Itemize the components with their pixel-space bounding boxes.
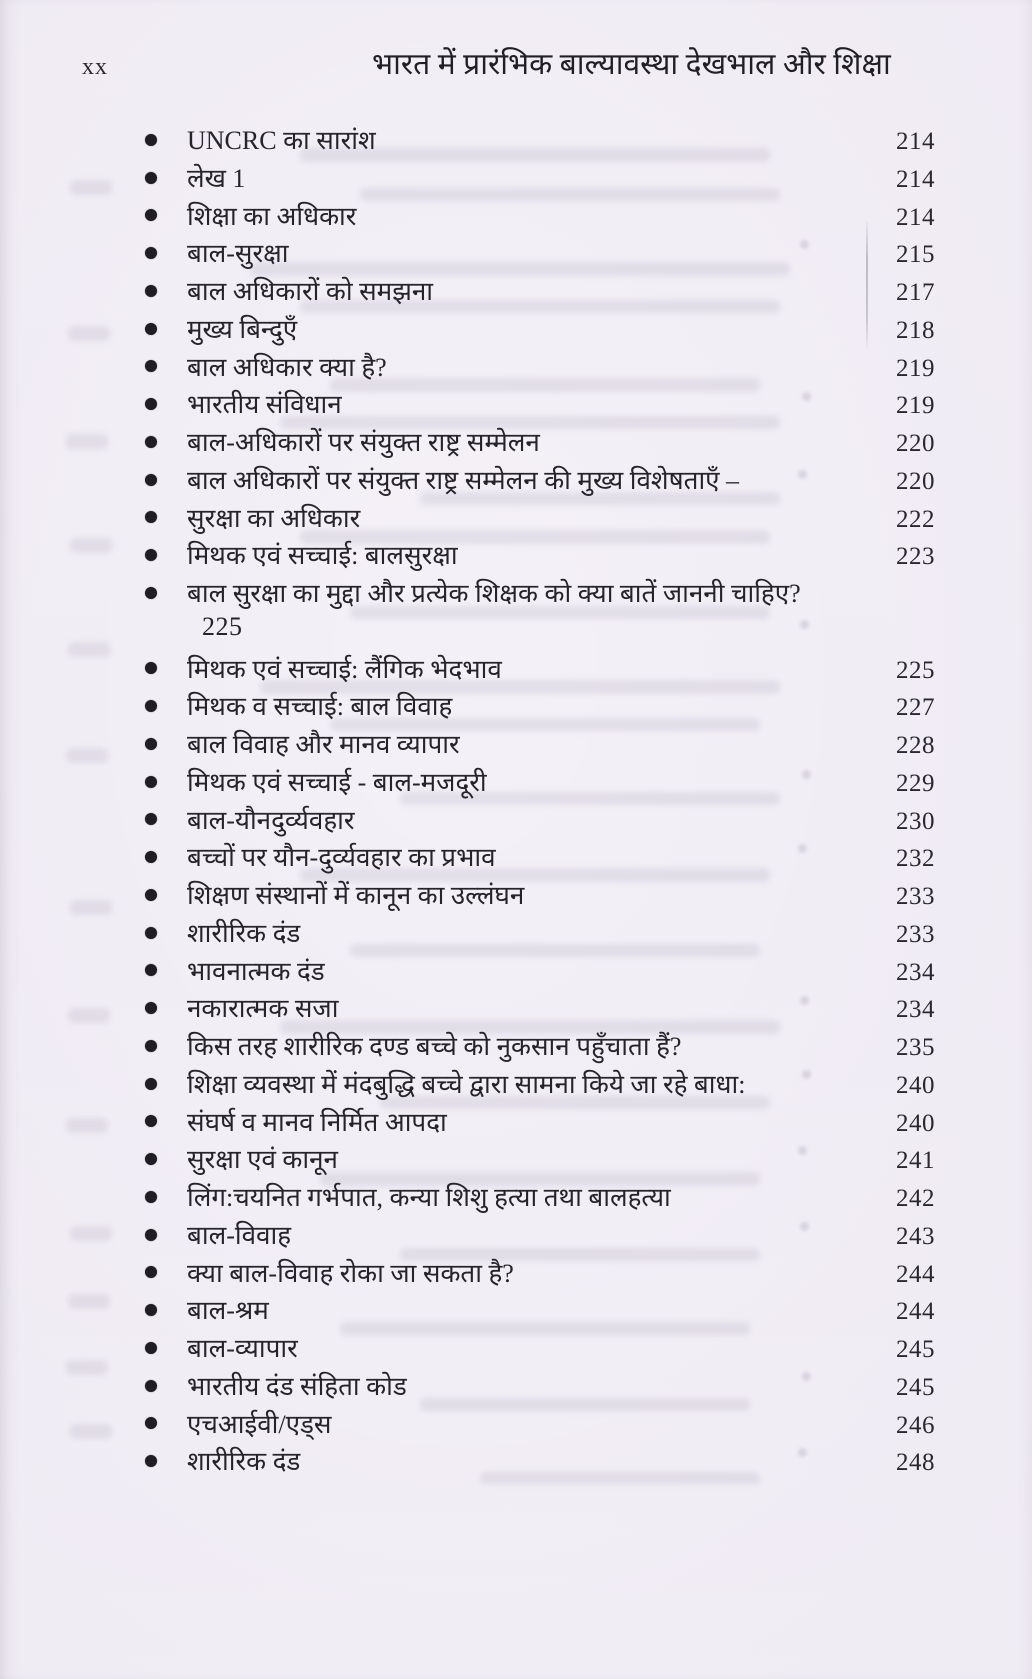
toc-entry-label: सुरक्षा एवं कानून [187, 1145, 338, 1175]
bullet-icon [145, 1115, 157, 1127]
toc-entry-page: 230 [896, 807, 935, 835]
toc-entry-page: 229 [896, 769, 935, 797]
show-through-margin-number [70, 900, 112, 915]
toc-entry-label: बाल अधिकार क्या है? [187, 352, 387, 382]
toc-entry-page: 223 [896, 543, 935, 571]
toc-entry-label: बच्चों पर यौन-दुर्व्यवहार का प्रभाव [187, 843, 496, 873]
show-through-margin-number [66, 434, 108, 449]
toc-entry-label: बाल अधिकारों को समझना [187, 277, 434, 306]
toc-entry-page: 235 [896, 1034, 935, 1061]
bullet-icon [145, 398, 157, 410]
toc-entry-page: 218 [896, 316, 935, 344]
show-through-margin-number [70, 180, 112, 195]
show-through-margin-number [66, 1360, 108, 1375]
toc-entry-page: 225 [202, 611, 243, 641]
toc-entry [145, 801, 935, 839]
toc-entry-page: 244 [896, 1298, 935, 1326]
toc-entry [145, 1178, 935, 1216]
toc-entry-label: शारीरिक दंड [187, 918, 301, 948]
show-through-margin-number [68, 326, 110, 341]
bullet-icon [145, 738, 157, 750]
bullet-icon [145, 964, 157, 976]
toc-entry-label: UNCRC का सारांश [187, 126, 376, 155]
toc-entry-label: शिक्षा का अधिकार [187, 201, 357, 231]
toc-entry-label: मिथक एवं सच्चाई - बाल-मजदूरी [187, 767, 487, 797]
toc-entry-label: लेख 1 [187, 163, 246, 193]
bullet-icon [145, 662, 157, 674]
toc-entry [145, 725, 935, 763]
bullet-icon [145, 209, 157, 221]
toc-entry-label: बाल विवाह और मानव व्यापार [187, 730, 460, 759]
toc-entry-page: 228 [896, 732, 935, 759]
toc-entry-page: 241 [896, 1147, 935, 1175]
toc-entry-label: बाल-विवाह [187, 1220, 292, 1250]
toc-entry [145, 1027, 935, 1065]
toc-entry [145, 310, 935, 348]
toc-entry-label: मिथक एवं सच्चाई: बालसुरक्षा [187, 541, 458, 571]
toc-entry [145, 499, 935, 537]
toc-entry [145, 272, 935, 310]
toc-entry-page: 248 [896, 1449, 935, 1477]
bullet-icon [145, 360, 157, 372]
page-folio: xx [82, 54, 108, 80]
toc-entry [145, 423, 935, 461]
toc-entry-page: 233 [896, 883, 935, 910]
toc-entry [145, 536, 935, 574]
toc-entry [145, 461, 935, 499]
bullet-icon [145, 1417, 157, 1429]
bullet-icon [145, 1342, 157, 1354]
show-through-margin-number [70, 1424, 112, 1439]
running-header: भारत में प्रारंभिक बाल्यावस्था देखभाल और शिक्षा [372, 48, 891, 81]
toc-entry [145, 763, 935, 801]
toc-entry-page: 234 [896, 958, 935, 986]
toc-entry-page: 242 [896, 1185, 935, 1212]
toc-entry-page: 240 [896, 1071, 935, 1099]
bullet-icon [145, 700, 157, 712]
toc-entry-label: एचआईवी/एड्स [187, 1409, 332, 1439]
toc-entry [145, 1216, 935, 1254]
toc-entry [145, 914, 935, 952]
toc-entry-page: 234 [896, 996, 935, 1024]
toc-entry-label: नकारात्मक सजा [187, 994, 339, 1024]
toc-entry-wrapped-page-row [145, 612, 935, 650]
toc-entry-page: 246 [896, 1411, 935, 1439]
toc-entry-label: शिक्षण संस्थानों में कानून का उल्लंघन [187, 881, 525, 910]
toc-entry-page: 217 [896, 279, 935, 306]
toc-entry [145, 1367, 935, 1405]
toc-entry [145, 1103, 935, 1141]
toc-entry-label: क्या बाल-विवाह रोका जा सकता है? [187, 1258, 514, 1288]
bullet-icon [145, 474, 157, 486]
toc-entry [145, 574, 935, 612]
bullet-icon [145, 1191, 157, 1203]
toc-entry-label: बाल सुरक्षा का मुद्दा और प्रत्येक शिक्षक को क्या बातें जाननी चाहिए? [187, 579, 801, 608]
toc-entry-label: भावनात्मक दंड [187, 956, 325, 986]
toc-entry-label: बाल अधिकारों पर संयुक्त राष्ट्र सम्मेलन की मुख्य विशेषताएँ – [187, 465, 740, 495]
toc-entry [145, 952, 935, 990]
bullet-icon [145, 851, 157, 863]
toc-entry-label: मुख्य बिन्दुएँ [187, 314, 298, 344]
bullet-icon [145, 549, 157, 561]
toc-entry [145, 1291, 935, 1329]
toc-entry-label: मिथक एवं सच्चाई: लैंगिक भेदभाव [187, 654, 502, 684]
toc-entry [145, 1442, 935, 1480]
toc-entry-label: सुरक्षा का अधिकार [187, 503, 361, 533]
bullet-icon [145, 1153, 157, 1165]
toc-entry-page: 214 [896, 165, 935, 193]
bullet-icon [145, 1304, 157, 1316]
toc-entry-label: मिथक व सच्चाई: बाल विवाह [187, 692, 453, 722]
toc-entry [145, 876, 935, 914]
show-through-margin-number [66, 1118, 108, 1133]
toc-entry-page: 220 [896, 430, 935, 457]
toc-entry [145, 385, 935, 423]
toc-entry-page: 220 [896, 467, 935, 495]
bullet-icon [145, 247, 157, 259]
toc-entry-label: शारीरिक दंड [187, 1447, 301, 1477]
toc-entry [145, 1405, 935, 1443]
toc-entry-label: शिक्षा व्यवस्था में मंदबुद्धि बच्चे द्वारा सामना किये जा रहे बाधा: [187, 1069, 746, 1099]
toc-entry-label: भारतीय दंड संहिता कोड [187, 1371, 407, 1401]
bullet-icon [145, 1078, 157, 1090]
toc-entry-label: बाल-व्यापार [187, 1334, 298, 1363]
toc-entry [145, 1329, 935, 1367]
toc-entry-page: 219 [896, 354, 935, 382]
toc-entry [145, 159, 935, 197]
toc-entry-page: 243 [896, 1222, 935, 1250]
bullet-icon [145, 436, 157, 448]
bullet-icon [145, 511, 157, 523]
table-of-contents [145, 121, 935, 1480]
toc-entry-page: 219 [896, 392, 935, 420]
toc-entry-page: 214 [896, 128, 935, 155]
toc-entry-label: बाल-यौनदुर्व्यवहार [187, 805, 355, 835]
bullet-icon [145, 285, 157, 297]
bullet-icon [145, 1040, 157, 1052]
toc-entry-page: 225 [896, 656, 935, 684]
bullet-icon [145, 1455, 157, 1467]
bullet-icon [145, 1002, 157, 1014]
toc-entry [145, 687, 935, 725]
bullet-icon [145, 587, 157, 599]
bullet-icon [145, 1380, 157, 1392]
bullet-icon [145, 813, 157, 825]
toc-entry [145, 234, 935, 272]
toc-entry-label: लिंग:चयनित गर्भपात, कन्या शिशु हत्या तथा बालहत्या [187, 1183, 671, 1212]
bullet-icon [145, 1229, 157, 1241]
bullet-icon [145, 889, 157, 901]
toc-entry [145, 1065, 935, 1103]
toc-entry [145, 1254, 935, 1292]
show-through-margin-number [68, 1008, 110, 1023]
toc-entry-page: 215 [896, 241, 935, 269]
toc-entry-page: 227 [896, 694, 935, 722]
toc-entry-label: बाल-सुरक्षा [187, 239, 289, 269]
toc-entry [145, 1140, 935, 1178]
bullet-icon [145, 323, 157, 335]
toc-entry-label: किस तरह शारीरिक दण्ड बच्चे को नुकसान पहुँचाता हैं? [187, 1032, 682, 1061]
bullet-icon [145, 776, 157, 788]
toc-entry-page: 244 [896, 1260, 935, 1288]
toc-entry-page: 232 [896, 845, 935, 873]
toc-entry [145, 650, 935, 688]
toc-entry-label: संघर्ष व मानव निर्मित आपदा [187, 1107, 447, 1137]
toc-entry-page: 233 [896, 920, 935, 948]
toc-entry-page: 245 [896, 1373, 935, 1401]
toc-entry [145, 348, 935, 386]
show-through-margin-number [68, 1294, 110, 1309]
show-through-margin-number [68, 642, 110, 657]
toc-entry-page: 214 [896, 203, 935, 231]
bullet-icon [145, 927, 157, 939]
bullet-icon [145, 172, 157, 184]
show-through-margin-number [66, 748, 108, 763]
toc-entry-label: बाल-अधिकारों पर संयुक्त राष्ट्र सम्मेलन [187, 428, 540, 457]
toc-entry-page: 222 [896, 505, 935, 533]
toc-entry [145, 838, 935, 876]
toc-entry [145, 121, 935, 159]
bullet-icon [145, 134, 157, 146]
show-through-margin-number [70, 538, 112, 553]
bullet-icon [145, 1266, 157, 1278]
show-through-margin-number [70, 1226, 112, 1241]
toc-entry-page: 240 [896, 1109, 935, 1137]
toc-entry-label: बाल-श्रम [187, 1296, 269, 1326]
toc-entry [145, 197, 935, 235]
toc-entry-page: 245 [896, 1336, 935, 1363]
toc-entry-label: भारतीय संविधान [187, 390, 342, 420]
toc-entry [145, 989, 935, 1027]
